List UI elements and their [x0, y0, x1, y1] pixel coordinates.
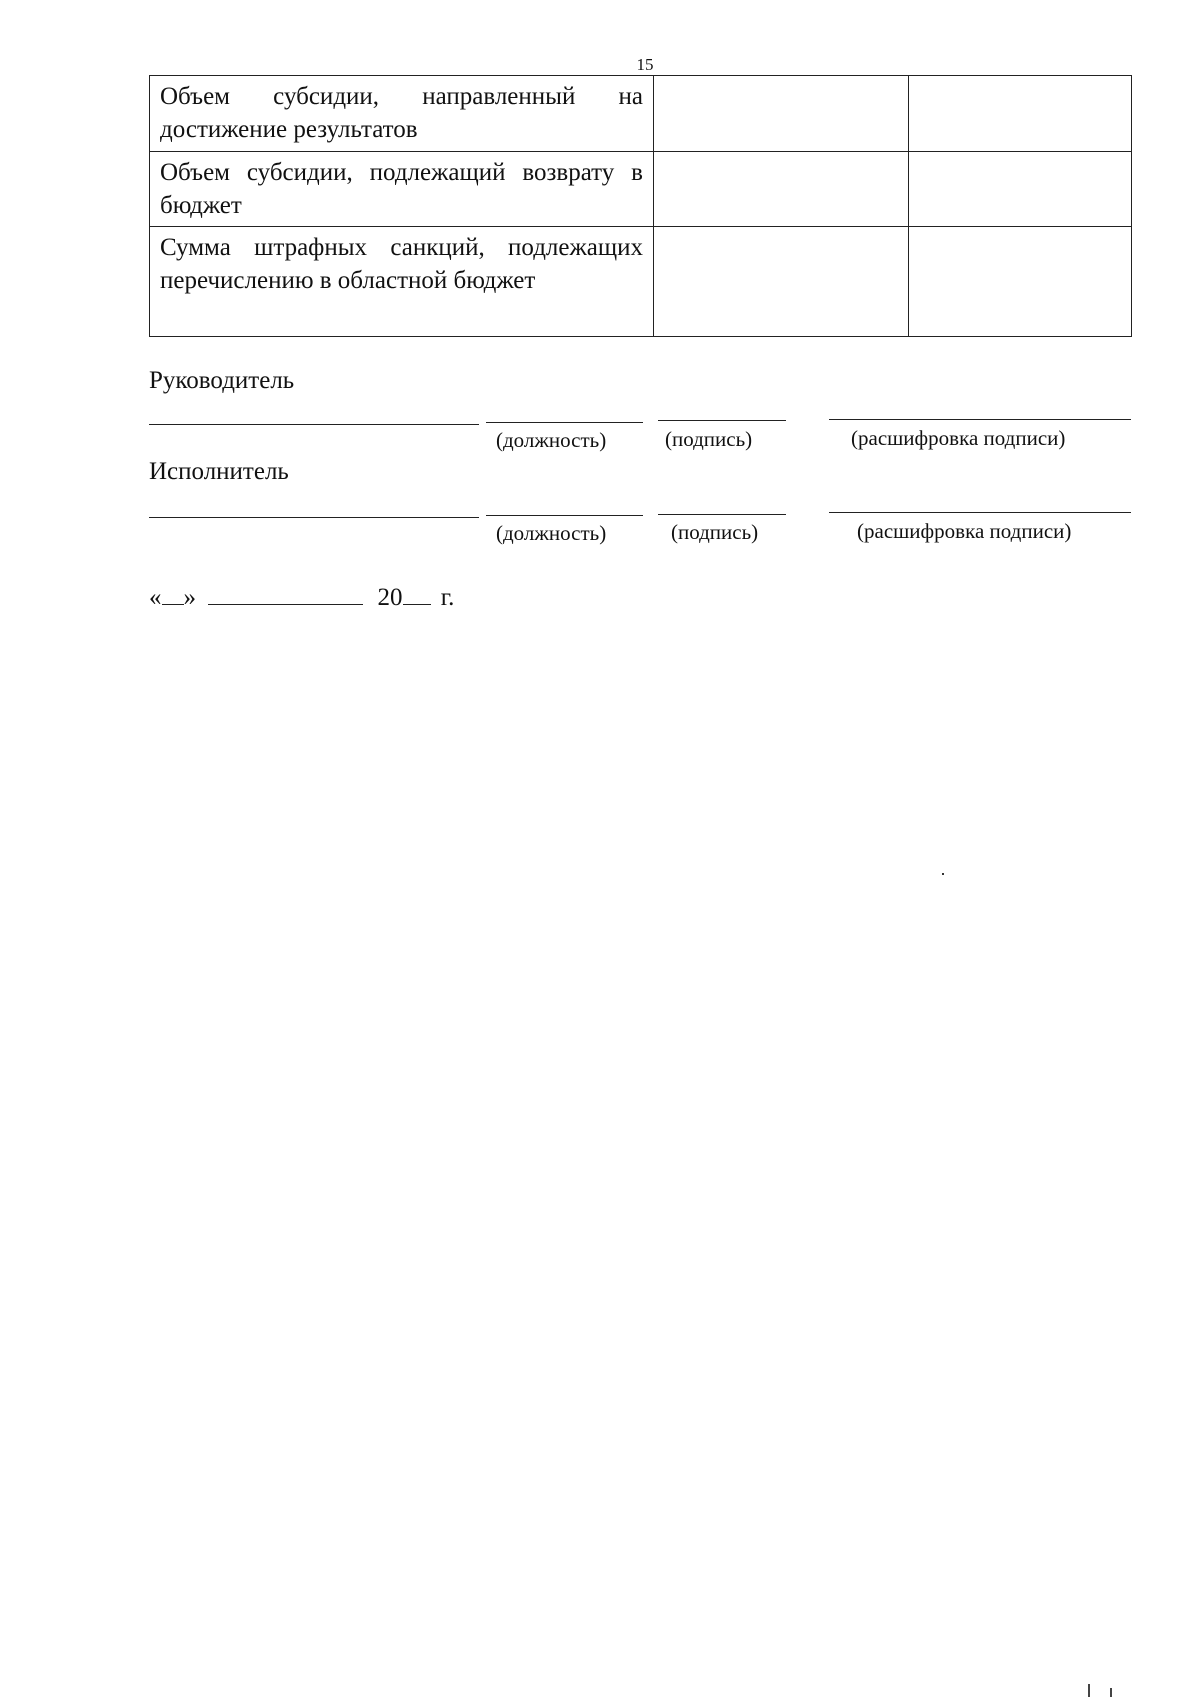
executor-org-line	[149, 517, 479, 518]
row-label: Объем субсидии, подлежащий возврату в бюджет	[150, 152, 654, 227]
date-open-quote: «	[149, 584, 162, 611]
table-cell	[909, 76, 1132, 152]
head-name-line	[829, 419, 1131, 420]
table-row	[150, 152, 1132, 227]
head-signature-caption: (подпись)	[665, 427, 753, 451]
table-cell	[654, 152, 909, 227]
results-table	[149, 75, 1132, 337]
executor-name-line	[829, 512, 1131, 513]
scan-edge-mark	[1110, 1688, 1112, 1697]
table-row	[150, 227, 1132, 337]
table-cell	[909, 227, 1132, 337]
executor-position-line	[486, 515, 643, 516]
scan-speck	[942, 873, 944, 875]
day-blank	[162, 580, 184, 605]
month-blank	[208, 580, 363, 605]
row-label: Объем субсидии, направленный на достижение результатов	[150, 76, 654, 152]
year-blank	[403, 580, 431, 605]
head-signature-line	[658, 420, 786, 421]
executor-position-caption: (должность)	[496, 521, 607, 545]
row-label: Сумма штрафных санкций, подлежащих перечислению в областной бюджет	[150, 227, 654, 337]
executor-signature-line	[658, 514, 786, 515]
scan-edge-mark	[1088, 1684, 1090, 1697]
table-cell	[909, 152, 1132, 227]
year-suffix: г.	[440, 584, 455, 611]
executor-label: Исполнитель	[149, 458, 289, 485]
year-prefix: 20	[377, 584, 403, 611]
executor-name-caption: (расшифровка подписи)	[857, 519, 1072, 543]
date-close-quote: »	[183, 584, 196, 611]
head-position-line	[486, 422, 643, 423]
table-cell	[654, 227, 909, 337]
head-label: Руководитель	[149, 367, 295, 394]
page-number: 15	[636, 55, 654, 74]
head-org-line	[149, 424, 479, 425]
executor-signature-caption: (подпись)	[671, 520, 759, 544]
head-position-caption: (должность)	[496, 428, 607, 452]
date-line	[149, 580, 454, 613]
table-cell	[654, 76, 909, 152]
head-name-caption: (расшифровка подписи)	[851, 426, 1066, 450]
table-row	[150, 76, 1132, 152]
